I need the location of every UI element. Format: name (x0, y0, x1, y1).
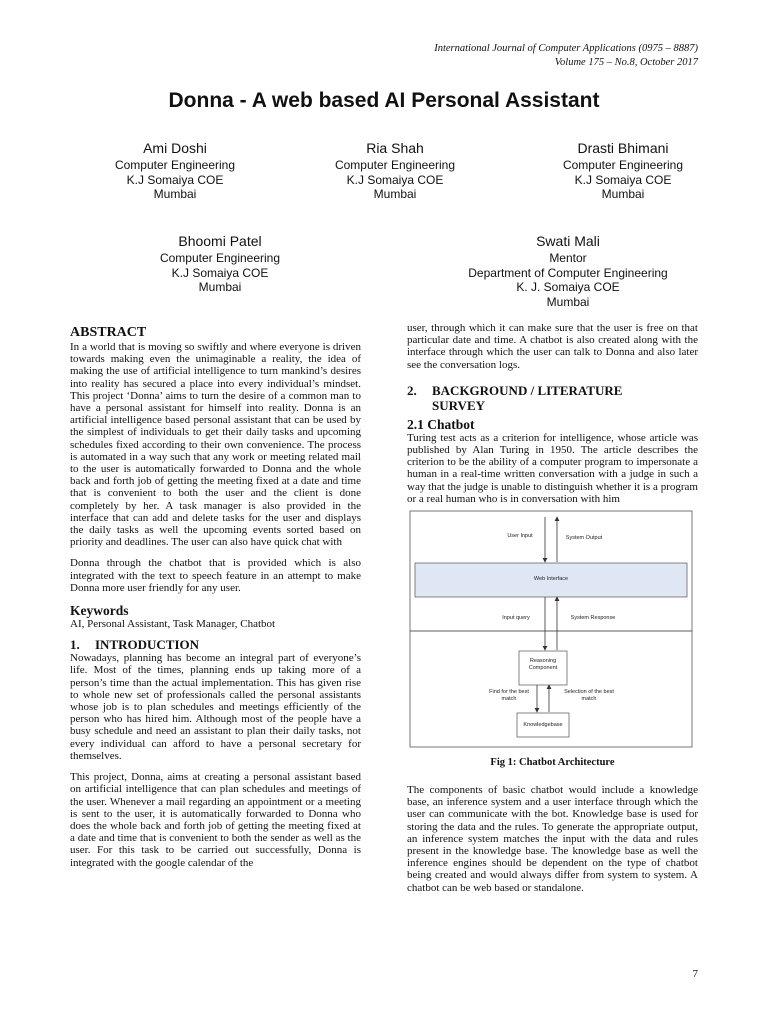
architecture-diagram (407, 509, 697, 753)
section-title: INTRODUCTION (95, 637, 200, 653)
abstract-heading: ABSTRACT (70, 325, 147, 340)
section-number: 1. (70, 637, 80, 653)
continued-paragraph: user, through which it can make sure that the user is free on that particular date and time. A chatbot is also created along with the interface through which the user can talk to Donna and also later see the conversation logs. (407, 322, 698, 371)
user-input-label: User Input (507, 533, 533, 540)
figure-caption: Fig 1: Chatbot Architecture (490, 757, 615, 769)
journal-citation: International Journal of Computer Applications (0975 – 8887) (434, 43, 698, 54)
author-department: Computer Engineering (334, 158, 456, 172)
author-city: Mumbai (601, 187, 645, 201)
author-institution: K.J Somaiya COE (574, 172, 672, 187)
system-response-label: System Response (570, 615, 616, 622)
author-department: Computer Engineering (159, 251, 281, 265)
author-name: Drasti Bhimani (577, 140, 669, 156)
author-department: Department of Computer Engineering (468, 265, 668, 280)
author-block (305, 139, 485, 202)
author-institution: K.J Somaiya COE (346, 172, 444, 187)
author-city: Mumbai (198, 280, 242, 294)
author-institution: K.J Somaiya COE (171, 265, 269, 280)
background-heading (407, 383, 698, 413)
web-interface-label: Web Interface (533, 576, 569, 583)
introduction-heading (70, 637, 361, 652)
author-city: Mumbai (546, 294, 590, 309)
knowledgebase-label: Knowledgebase (523, 722, 563, 729)
right-column (407, 322, 698, 894)
section-title-continued: SURVEY (432, 397, 485, 413)
keywords-heading: Keywords (70, 603, 129, 619)
author-name: Ami Doshi (143, 140, 207, 156)
page-number: 7 (692, 968, 698, 980)
author-block (533, 139, 713, 202)
author-institution: K.J Somaiya COE (126, 172, 224, 187)
introduction-paragraph: Nowadays, planning has become an integral part of everyone’s life. Most of the times, planning ends up taking more of a person’s time than the actual implementation. This has given rise to whole new set of professionals called the personal assistants whose job is to plan schedules and meetings efficiently of the person who has hired him. Although most of the people have a busy schedule and need an assistant to plan their daily tasks, not every individual can afford to have a personal secretary for themselves. (70, 652, 361, 762)
system-output-label: System Output (565, 535, 603, 542)
reasoning-component-label: Reasoning Component (528, 658, 558, 672)
input-query-label: Input query (502, 615, 530, 622)
find-match-label: Find for the best match (489, 689, 529, 703)
section-number: 2. (407, 382, 417, 398)
abstract-paragraph: In a world that is moving so swiftly and where everyone is driven towards making even the unimaginable a reality, the idea of making the use of artificial intelligence to turn mankind’s desires into reality has secured a place into every individual’s mindset. This project ‘Donna’ aims to turn the desire of a common man to have a personal assistant for himself into reality. Donna is an artificial intelligence based personal assistant that can be used by the simplest of individuals to get their daily tasks and upcoming schedules fixed according to their own convenience. The process is automated in a way such that any work or meeting related mail to the user is automatically forwarded to Donna and the whole back and forth job of getting the meeting fixed at a date and time that is convenient to both the user and the client is done completely by her. A task manager is also provided in the interface that can add and delete tasks for the user and displays the daily tasks as well the upcoming events sorted based on priority and deadlines. The user can also have quick chat with (70, 341, 361, 549)
author-name: Bhoomi Patel (178, 233, 262, 249)
author-name: Swati Mali (536, 233, 600, 249)
keywords-text: AI, Personal Assistant, Task Manager, Chatbot (70, 618, 276, 631)
selection-label: Selection of the best match (564, 689, 614, 703)
author-institution: K. J. Somaiya COE (516, 280, 620, 294)
author-block (85, 139, 265, 202)
abstract-paragraph: Donna through the chatbot that is provided which is also integrated with the text to speech feature in an attempt to make Donna more user friendly for any user. (70, 557, 361, 594)
paper-title: Donna - A web based AI Personal Assistant (168, 89, 600, 112)
author-department: Computer Engineering (114, 158, 236, 172)
chatbot-architecture-figure (407, 509, 697, 753)
chatbot-paragraph: Turing test acts as a criterion for intelligence, whose article was published by Alan Turing in 1950. The article describes the criterion to be the ability of a computer program to impersonate a human in a real-time written conversation with a judge in such a way that the judge is unable to distinguish whether it is a program or a real human who is in conversation with him (407, 431, 698, 505)
author-role: Mentor (549, 251, 587, 265)
chatbot-components-paragraph: The components of basic chatbot would include a knowledge base, an inference system and a user interface through which the user can communicate with the bot. Knowledge base is used for storing the data and the rules. To generate the appropriate output, an inference system matches the input with the data and rules present in the knowledge base. The knowledge base as well the inference engines should be dependent on the type of chatbot being created and would always differ from system to system. A chatbot can be web based or standalone. (407, 784, 698, 894)
author-department: Computer Engineering (562, 158, 684, 172)
left-column (70, 325, 361, 869)
author-city: Mumbai (373, 187, 417, 201)
author-city: Mumbai (153, 187, 197, 201)
introduction-paragraph: This project, Donna, aims at creating a personal assistant based on artificial intelligence that can plan schedules and meetings of the user. Whenever a mail regarding an appointment or a meeting is sent to the user, it is automatically forwarded to Donna who does the whole back and forth job of getting the meeting fixed at a date and time that is convenient to both the sender as well as the user. For this task to be carried out successfully, Donna is integrated with the google calendar of the (70, 771, 361, 869)
journal-volume: Volume 175 – No.8, October 2017 (554, 57, 698, 68)
author-block (448, 232, 688, 309)
author-name: Ria Shah (366, 140, 424, 156)
section-title: BACKGROUND / LITERATURE (432, 382, 623, 398)
author-block (130, 232, 310, 295)
chatbot-subheading: 2.1 Chatbot (407, 416, 475, 432)
